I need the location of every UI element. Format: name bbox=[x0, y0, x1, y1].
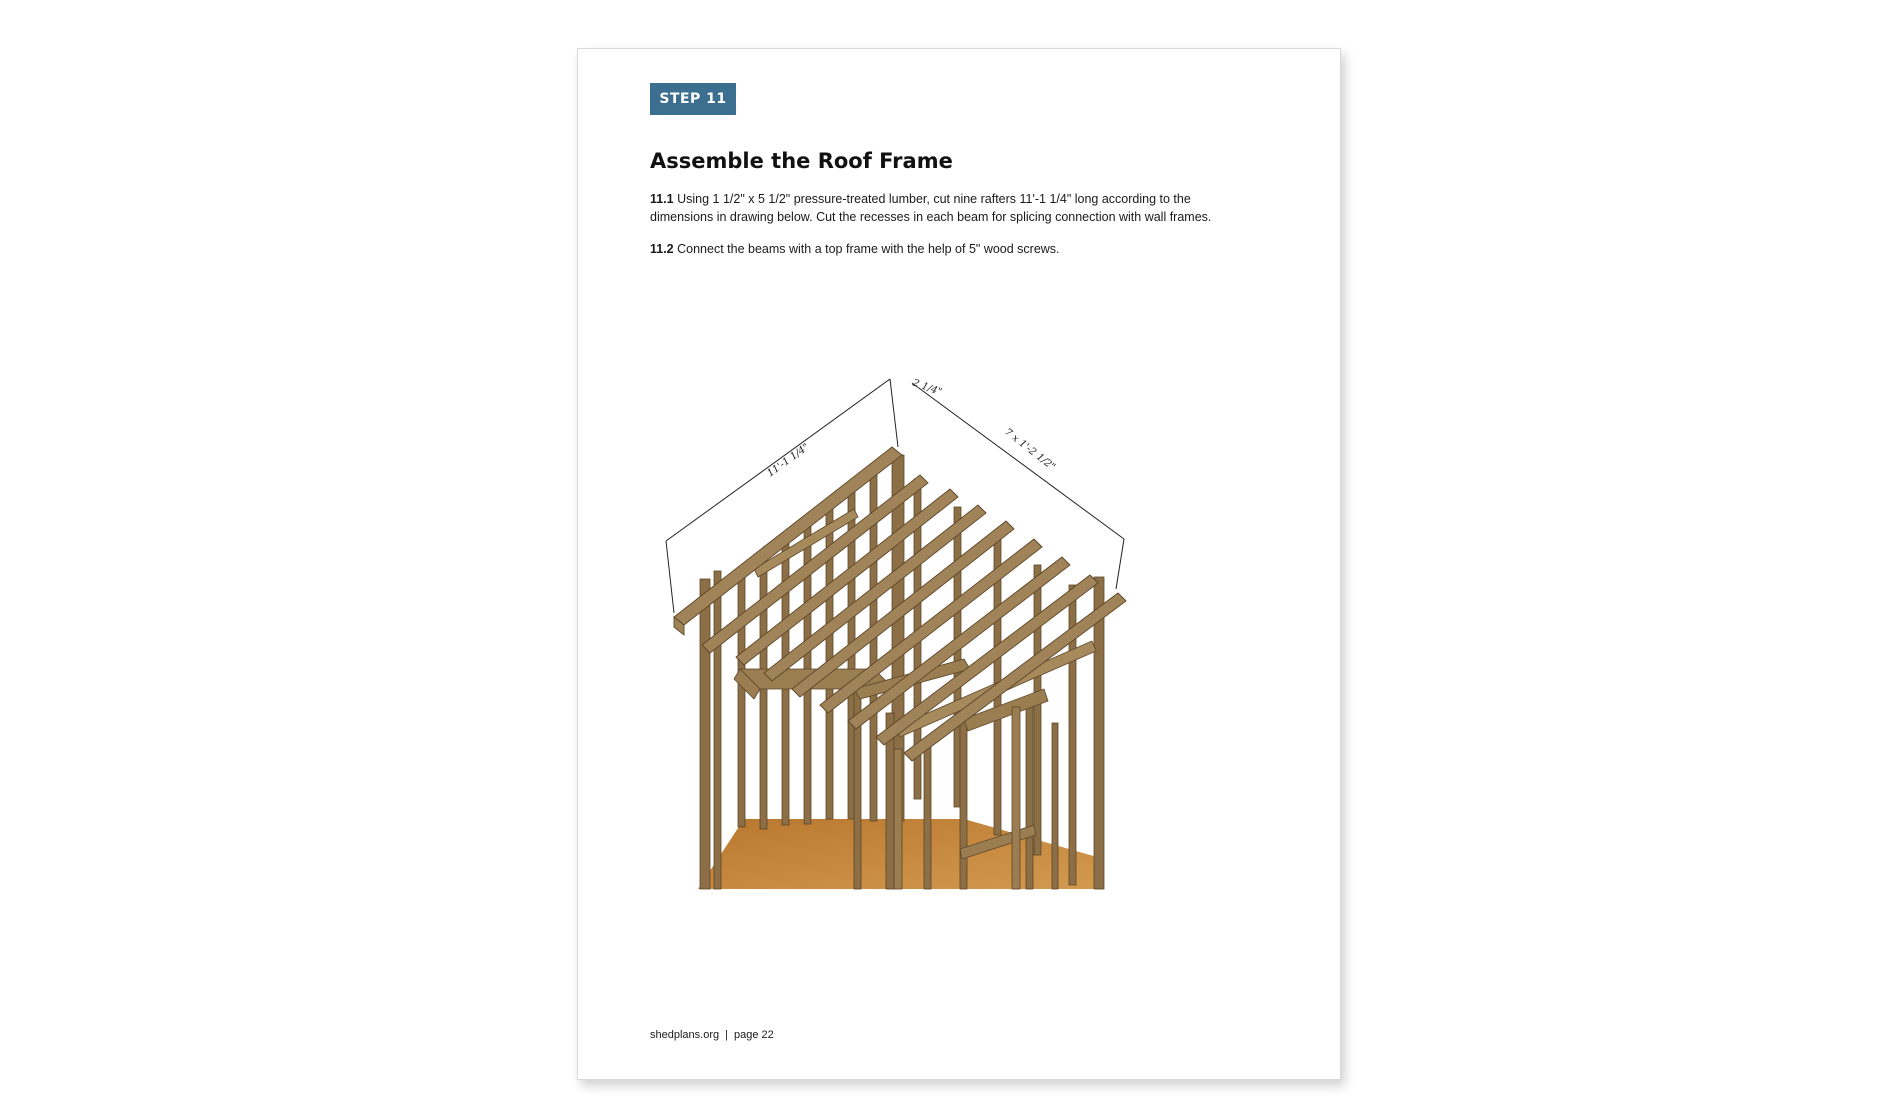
dim-rafter-length: 11'-1 1/4" bbox=[765, 441, 812, 480]
instruction-11-2 bbox=[650, 241, 1250, 259]
instruction-text: Using 1 1/2" x 5 1/2" pressure-treated lumber, cut nine rafters 11'-1 1/4" long according to the dimensions in drawing below. Cut the recesses in each beam for splicing connection with wall frames. bbox=[650, 192, 1212, 224]
dim-spacing: 7 x 1'-2 1/2" bbox=[1002, 426, 1058, 473]
dim-overhang: 2 1/4" bbox=[910, 377, 944, 399]
instruction-number: 11.1 bbox=[650, 192, 674, 206]
footer-page-number: page 22 bbox=[733, 1029, 774, 1041]
footer-site: shedplans.org bbox=[650, 1029, 720, 1041]
page-title: Assemble the Roof Frame bbox=[650, 149, 953, 173]
footer-separator: | bbox=[725, 1029, 728, 1041]
instruction-text: Connect the beams with a top frame with the help of 5" wood screws. bbox=[677, 242, 1060, 256]
instruction-number: 11.2 bbox=[650, 242, 674, 256]
page-footer bbox=[650, 1029, 774, 1041]
instruction-11-1 bbox=[650, 191, 1250, 226]
roof-frame-illustration bbox=[664, 377, 1184, 909]
step-badge: STEP 11 bbox=[650, 83, 736, 115]
document-page bbox=[577, 48, 1341, 1080]
